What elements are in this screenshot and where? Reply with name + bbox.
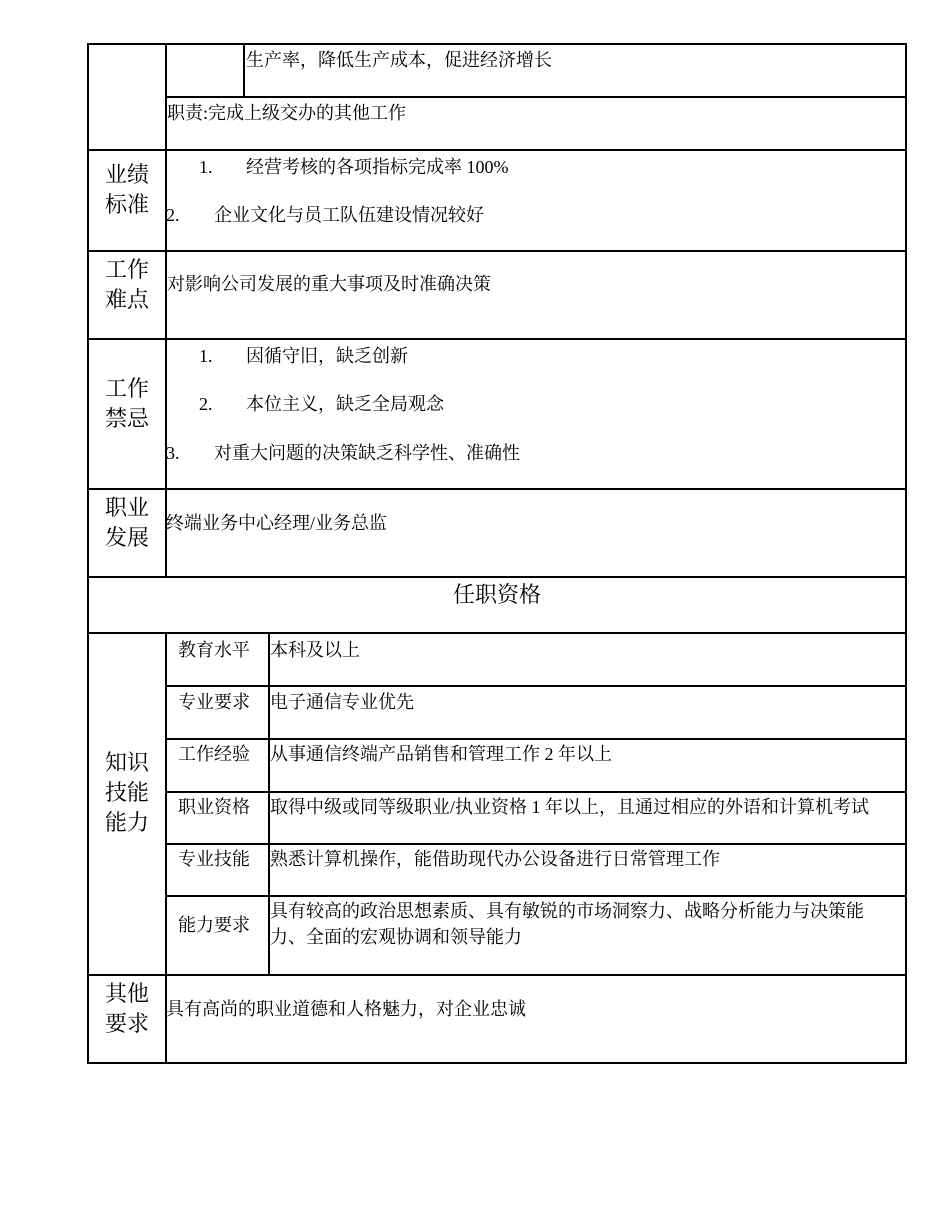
qualification-value: 熟悉计算机操作，能借助现代办公设备进行日常管理工作 bbox=[270, 849, 720, 869]
rule bbox=[87, 488, 907, 490]
rule bbox=[165, 96, 907, 98]
qualification-key: 工作经验 bbox=[178, 744, 250, 764]
qualifications-heading: 任职资格 bbox=[452, 582, 541, 607]
taboo-item-number: 2. bbox=[199, 394, 213, 414]
rule bbox=[87, 250, 907, 252]
responsibility-continued-text: 生产率，降低生产成本，促进经济增长 bbox=[246, 50, 552, 70]
performance-item-number: 1. bbox=[199, 157, 213, 177]
rule bbox=[165, 895, 907, 897]
taboo-item-text: 本位主义，缺乏全局观念 bbox=[246, 394, 444, 414]
rule-top bbox=[87, 43, 907, 45]
rule bbox=[165, 843, 907, 845]
rule-right bbox=[905, 43, 907, 1064]
qualification-key: 专业技能 bbox=[178, 849, 250, 869]
other-text: 具有高尚的职业道德和人格魅力，对企业忠诚 bbox=[166, 999, 526, 1019]
qualification-value: 从事通信终端产品销售和管理工作 2 年以上 bbox=[270, 744, 612, 764]
qualification-value: 本科及以上 bbox=[270, 640, 360, 660]
difficulty-text: 对影响公司发展的重大事项及时准确决策 bbox=[167, 274, 491, 294]
taboo-item-text: 因循守旧，缺乏创新 bbox=[246, 346, 408, 366]
rule bbox=[87, 149, 907, 151]
rule bbox=[165, 791, 907, 793]
performance-item-number: 2. bbox=[166, 205, 180, 225]
qualification-key: 职业资格 bbox=[178, 797, 250, 817]
performance-label: 业绩 标准 bbox=[104, 162, 149, 217]
qualification-value: 电子通信专业优先 bbox=[270, 692, 414, 712]
rule bbox=[165, 685, 907, 687]
qualification-key: 能力要求 bbox=[178, 915, 250, 935]
rule bbox=[87, 338, 907, 340]
career-text: 终端业务中心经理/业务总监 bbox=[166, 513, 387, 533]
other-label: 其他 要求 bbox=[104, 981, 149, 1036]
qualification-key: 专业要求 bbox=[178, 692, 250, 712]
performance-item-text: 经营考核的各项指标完成率 100% bbox=[246, 157, 509, 177]
other-duty-text: 职责:完成上级交办的其他工作 bbox=[167, 103, 406, 123]
taboo-item-text: 对重大问题的决策缺乏科学性、准确性 bbox=[214, 443, 520, 463]
taboo-item-number: 3. bbox=[166, 443, 180, 463]
rule bbox=[87, 632, 907, 634]
rule bbox=[87, 974, 907, 976]
rule bbox=[243, 43, 245, 98]
qualification-value: 具有较高的政治思想素质、具有敏锐的市场洞察力、战略分析能力与决策能力、全面的宏观协调和领导能力 bbox=[270, 901, 864, 947]
qualification-value: 取得中级或同等级职业/执业资格 1 年以上，且通过相应的外语和计算机考试 bbox=[270, 797, 869, 817]
taboo-item-number: 1. bbox=[199, 346, 213, 366]
knowledge-label: 知识 技能 能力 bbox=[104, 750, 149, 835]
performance-item-text: 企业文化与员工队伍建设情况较好 bbox=[214, 205, 484, 225]
rule bbox=[87, 576, 907, 578]
taboos-label: 工作 禁忌 bbox=[104, 376, 149, 431]
difficulty-label: 工作 难点 bbox=[104, 257, 149, 312]
career-label: 职业 发展 bbox=[104, 495, 149, 550]
rule-bottom bbox=[87, 1062, 907, 1064]
qualification-key: 教育水平 bbox=[178, 640, 250, 660]
rule bbox=[165, 738, 907, 740]
